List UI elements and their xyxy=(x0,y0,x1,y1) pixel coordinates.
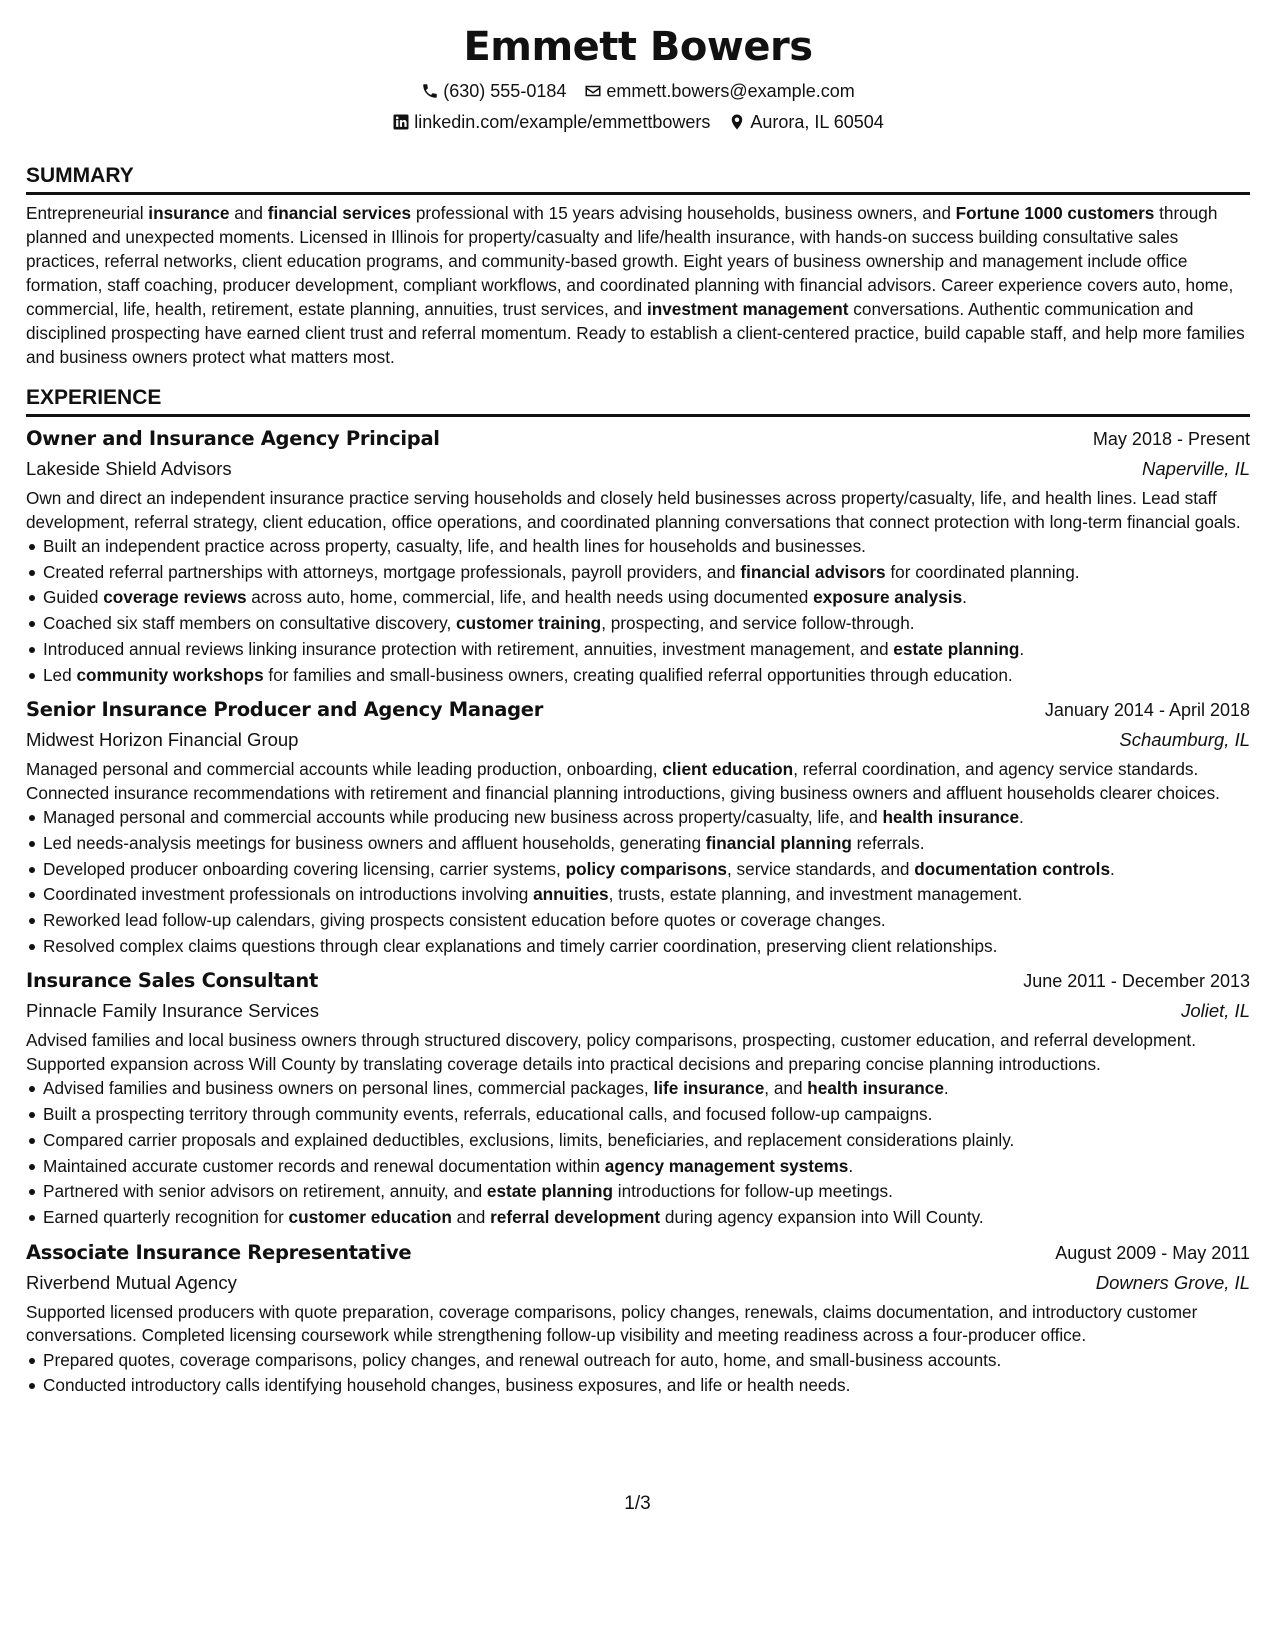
job-subheader xyxy=(26,997,1250,1025)
job-dates: August 2009 - May 2011 xyxy=(1055,1242,1250,1263)
text-run: introductions for follow-up meetings. xyxy=(612,1181,893,1202)
text-run: Introduced annual reviews linking insurance protection with retirement, annuities, investment management, and xyxy=(43,638,894,659)
text-run: Built a prospecting territory through community events, referrals, educational calls, and focused follow-up campaigns. xyxy=(43,1104,933,1125)
job-company: Midwest Horizon Financial Group xyxy=(26,729,299,751)
bold-keyword: estate planning xyxy=(893,638,1020,659)
text-run: , and xyxy=(764,1078,808,1099)
job-description xyxy=(26,487,1250,534)
job-dates: June 2011 - December 2013 xyxy=(1023,971,1250,992)
bold-keyword: financial services xyxy=(267,203,412,223)
phone-icon xyxy=(421,82,439,100)
job-entry xyxy=(26,425,1250,688)
job-description xyxy=(26,1301,1250,1348)
candidate-name: Emmett Bowers xyxy=(463,24,813,70)
text-run: Prepared quotes, coverage comparisons, policy changes, and renewal outreach for auto, home, and small-business accounts. xyxy=(43,1349,1002,1370)
job-subheader xyxy=(26,1269,1250,1297)
job-header xyxy=(26,696,1250,724)
bullet-item xyxy=(26,663,1250,689)
job-bullets xyxy=(26,1076,1250,1230)
text-run: and xyxy=(451,1206,491,1227)
bold-keyword: customer education xyxy=(288,1206,452,1227)
bullet-item xyxy=(26,585,1250,611)
job-subheader xyxy=(26,455,1250,483)
bold-keyword: exposure analysis xyxy=(813,587,963,608)
bold-keyword: health insurance xyxy=(807,1078,944,1099)
job-description xyxy=(26,758,1250,805)
bold-keyword: annuities xyxy=(533,884,609,905)
bold-keyword: insurance xyxy=(148,203,230,223)
text-run: referrals. xyxy=(851,832,925,853)
text-run: Built an independent practice across property, casualty, life, and health lines for households and businesses. xyxy=(43,536,866,556)
bullet-item xyxy=(26,1102,1250,1128)
job-title: Owner and Insurance Agency Principal xyxy=(26,427,440,450)
bold-keyword: estate planning xyxy=(486,1181,613,1202)
job-dates: January 2014 - April 2018 xyxy=(1044,700,1250,721)
text-run: conversations. Authentic communication and disciplined prospecting have earned client trust and referral momentum. Ready to establish a client-centered practice, build capable staff, and help more families and business owners protect what matters most. xyxy=(26,299,1245,367)
summary-paragraph xyxy=(26,201,1250,369)
job-company: Pinnacle Family Insurance Services xyxy=(26,1000,320,1022)
bullet-item xyxy=(26,1205,1250,1231)
text-run: through planned and unexpected moments. Licensed in Illinois for property/casualty and life/health insurance, with hands-on success building consultative sales practices, referral networks, client education programs, and community-based growth. Eight years of business ownership and management include office formation, staff coaching, producer development, compliant workflows, and coordinated planning with financial advisors. Career experience covers auto, home, commercial, life, health, retirement, estate planning, annuities, trust services, and xyxy=(26,203,1234,319)
text-run: for coordinated planning. xyxy=(885,561,1080,582)
job-entry xyxy=(26,967,1250,1230)
text-run: Conducted introductory calls identifying household changes, business exposures, and life or health needs. xyxy=(43,1375,851,1396)
bullet-item xyxy=(26,1179,1250,1205)
text-run: Advised families and local business owners through structured discovery, policy comparisons, prospecting, customer education, and referral development. Supported expansion across Will County by translating coverage details into practical decisions and preparing concise planning introductions. xyxy=(26,1030,1196,1074)
bold-keyword: policy comparisons xyxy=(565,858,727,879)
job-location: Downers Grove, IL xyxy=(1095,1271,1250,1293)
bold-keyword: documentation controls xyxy=(914,858,1111,879)
text-run: Coached six staff members on consultative discovery, xyxy=(43,613,457,634)
bold-keyword: financial advisors xyxy=(740,561,886,582)
job-header xyxy=(26,967,1250,995)
bullet-item xyxy=(26,934,1250,960)
text-run: Guided xyxy=(43,587,104,608)
bullet-item xyxy=(26,1373,1250,1399)
text-run: Maintained accurate customer records and renewal documentation within xyxy=(43,1155,605,1176)
text-run: Resolved complex claims questions through clear explanations and timely carrier coordination, preserving client relationships. xyxy=(43,935,998,956)
job-subheader xyxy=(26,726,1250,754)
bold-keyword: financial planning xyxy=(705,832,852,853)
job-location: Joliet, IL xyxy=(1181,1000,1250,1022)
text-run: Managed personal and commercial accounts while leading production, onboarding, xyxy=(26,759,663,780)
bullet-item xyxy=(26,908,1250,934)
job-header xyxy=(26,1239,1250,1267)
bullet-item xyxy=(26,637,1250,663)
bullet-item xyxy=(26,831,1250,857)
text-run: . xyxy=(1019,807,1024,828)
contact-row-1 xyxy=(26,80,1250,102)
job-bullets xyxy=(26,1348,1250,1399)
bullet-item xyxy=(26,611,1250,637)
bold-keyword: community workshops xyxy=(76,664,264,685)
text-run: , referral coordination, and agency service standards. Connected insurance recommendations with retirement and financial planning introductions, giving business owners and affluent households clearer choices. xyxy=(26,759,1220,803)
job-bullets xyxy=(26,534,1250,688)
bullet-item xyxy=(26,882,1250,908)
phone-contact xyxy=(421,80,566,102)
bullet-item xyxy=(26,805,1250,831)
phone-text: (630) 555-0184 xyxy=(443,81,567,101)
job-entry xyxy=(26,1239,1250,1399)
text-run: Supported licensed producers with quote preparation, coverage comparisons, policy changes, renewals, claims documentation, and introductory customer conversations. Completed licensing coursework while strengthening follow-up visibility and meeting readiness across a four-producer office. xyxy=(26,1301,1198,1346)
text-run: Partnered with senior advisors on retirement, annuity, and xyxy=(43,1181,487,1202)
linkedin-icon xyxy=(392,113,410,131)
bold-keyword: agency management systems xyxy=(604,1155,849,1176)
text-run: Led xyxy=(43,664,77,685)
job-header xyxy=(26,425,1250,453)
bold-keyword: Fortune 1000 customers xyxy=(955,203,1155,223)
text-run: professional with 15 years advising households, business owners, and xyxy=(411,203,956,223)
bold-keyword: investment management xyxy=(646,299,849,319)
text-run: , service standards, and xyxy=(727,858,915,879)
bold-keyword: coverage reviews xyxy=(103,587,247,608)
text-run: Advised families and business owners on personal lines, commercial packages, xyxy=(43,1078,654,1099)
email-contact[interactable] xyxy=(584,80,854,102)
map-pin-icon xyxy=(728,113,746,131)
bold-keyword: customer training xyxy=(456,613,602,634)
text-run: . xyxy=(848,1155,854,1176)
text-run: , prospecting, and service follow-through. xyxy=(601,613,915,634)
bullet-item xyxy=(26,857,1250,883)
bullet-item xyxy=(26,1348,1250,1374)
bullet-item xyxy=(26,534,1250,560)
bullet-item xyxy=(26,1128,1250,1154)
summary-heading: SUMMARY xyxy=(26,163,1250,195)
experience-list xyxy=(26,425,1250,1399)
job-location: Naperville, IL xyxy=(1142,458,1250,479)
location-text: Aurora, IL 60504 xyxy=(750,112,884,132)
bold-keyword: health insurance xyxy=(882,807,1020,828)
job-title: Insurance Sales Consultant xyxy=(26,969,319,993)
resume-content xyxy=(26,20,1250,1399)
text-run: Led needs-analysis meetings for business owners and affluent households, generating xyxy=(43,832,706,853)
text-run: Developed producer onboarding covering licensing, carrier systems, xyxy=(43,858,566,879)
text-run: Reworked lead follow-up calendars, giving prospects consistent education before quotes or coverage changes. xyxy=(43,910,886,931)
contact-row-2 xyxy=(26,111,1250,133)
text-run: . xyxy=(943,1078,949,1099)
job-title: Associate Insurance Representative xyxy=(26,1240,412,1264)
text-run: for families and small-business owners, creating qualified referral opportunities through education. xyxy=(263,664,1013,685)
job-dates: May 2018 - Present xyxy=(1092,429,1250,449)
text-run: during agency expansion into Will County. xyxy=(660,1206,984,1227)
job-title: Senior Insurance Producer and Agency Manager xyxy=(26,698,544,722)
location-contact xyxy=(728,111,883,133)
bullet-item xyxy=(26,1076,1250,1102)
job-description xyxy=(26,1029,1250,1076)
job-company: Lakeside Shield Advisors xyxy=(26,458,232,479)
job-company: Riverbend Mutual Agency xyxy=(26,1271,237,1293)
text-run: Managed personal and commercial accounts while producing new business across property/casualty, life, and xyxy=(43,807,883,828)
job-location: Schaumburg, IL xyxy=(1119,729,1250,751)
text-run: . xyxy=(962,587,967,608)
text-run: across auto, home, commercial, life, and health needs using documented xyxy=(246,587,814,608)
job-bullets xyxy=(26,805,1250,959)
linkedin-link[interactable]: linkedin.com/example/emmettbowers xyxy=(414,112,711,132)
text-run: Created referral partnerships with attorneys, mortgage professionals, payroll providers, and xyxy=(43,561,741,582)
email-link[interactable]: emmett.bowers@example.com xyxy=(606,81,855,101)
experience-heading: EXPERIENCE xyxy=(26,385,1250,417)
page-number: 1/3 xyxy=(624,1493,651,1514)
text-run: Compared carrier proposals and explained deductibles, exclusions, limits, beneficiaries, and replacement considerations plainly. xyxy=(43,1129,1015,1150)
job-entry xyxy=(26,696,1250,959)
bullet-item xyxy=(26,1154,1250,1180)
bold-keyword: life insurance xyxy=(653,1078,765,1099)
text-run: Entrepreneurial xyxy=(26,203,149,223)
bold-keyword: client education xyxy=(662,759,794,780)
bold-keyword: referral development xyxy=(490,1206,661,1227)
linkedin-contact[interactable] xyxy=(392,111,710,133)
text-run: Earned quarterly recognition for xyxy=(43,1206,289,1227)
text-run: , trusts, estate planning, and investment management. xyxy=(608,884,1023,905)
text-run: Coordinated investment professionals on introductions involving xyxy=(43,884,534,905)
text-run: . xyxy=(1110,858,1115,879)
text-run: Own and direct an independent insurance practice serving households and closely held businesses across property/casualty, life, and health lines. Lead staff development, referral strategy, client education, office operations, and coordinated planning conversations that connect protection with long-term financial goals. xyxy=(26,488,1241,532)
text-run: and xyxy=(229,203,268,223)
bullet-item xyxy=(26,560,1250,586)
envelope-icon xyxy=(584,82,602,100)
text-run: . xyxy=(1019,638,1025,659)
